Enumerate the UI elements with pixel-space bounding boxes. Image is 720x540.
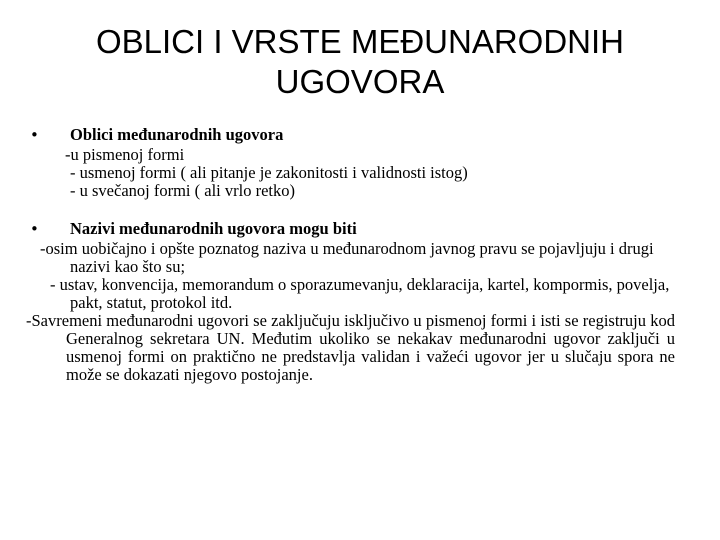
bullet-heading-nazivi: Nazivi međunarodnih ugovora mogu biti xyxy=(70,219,357,238)
spacer xyxy=(30,200,675,220)
list-item: - u svečanoj formi ( ali vrlo retko) xyxy=(70,181,295,200)
paragraph-savremeni: -Savremeni međunarodni ugovori se zaključuju isključivo u pismenoj formi i isti se registruju kod Generalnog sekretara UN. Međutim ukoliko se nekakav međunarodni ugovor zaključi u usmenoj formi on praktično ne predstavlja validan i važeći ugovor jer u slučaju spora ne može se dokazati njegovo postojanje. xyxy=(26,311,675,384)
bullet-nazivi xyxy=(30,220,675,240)
bullet-icon: • xyxy=(30,126,39,144)
bullet-icon: • xyxy=(30,220,39,238)
paragraph-list-nazivi: - ustav, konvencija, memorandum o sporazumevanju, deklaracija, kartel, kompormis, povelja, pakt, statut, protokol itd. xyxy=(50,275,670,312)
bullet-oblici xyxy=(30,126,675,146)
list-item: - usmenoj formi ( ali pitanje je zakonitosti i validnosti istog) xyxy=(70,163,468,182)
slide-title: OBLICI I VRSTE MEĐUNARODNIH UGOVORA xyxy=(95,23,625,100)
slide-body xyxy=(26,125,675,384)
paragraph-nazivi: -osim uobičajno i opšte poznatog naziva u međunarodnom javnog pravu se pojavljuju i drugi nazivi kao što su; xyxy=(40,239,654,276)
list-item: -u pismenoj formi xyxy=(65,145,185,164)
bullet-heading-oblici: Oblici međunarodnih ugovora xyxy=(70,125,284,144)
